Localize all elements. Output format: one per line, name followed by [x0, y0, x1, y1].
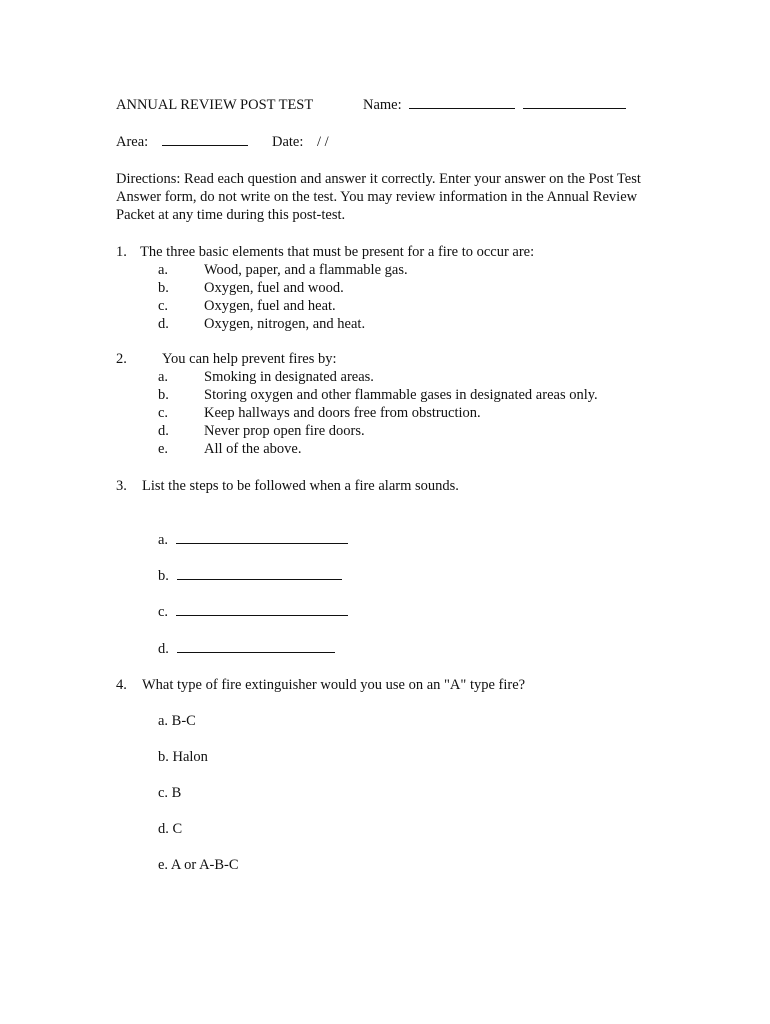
- option-text: All of the above.: [204, 441, 302, 457]
- answer-blank-row[interactable]: [158, 603, 348, 621]
- option-letter: e.: [158, 441, 169, 457]
- option-letter: b.: [158, 280, 169, 296]
- question-text: List the steps to be followed when a fire alarm sounds.: [142, 478, 459, 494]
- answer-blank-row[interactable]: [158, 640, 335, 658]
- name-label: Name:: [363, 97, 402, 113]
- directions-line-2: Answer form, do not write on the test. You may review information in the Annual Review: [116, 189, 638, 205]
- option-text: Oxygen, nitrogen, and heat.: [204, 316, 366, 332]
- page-title: ANNUAL REVIEW POST TEST: [116, 97, 314, 113]
- blank-letter: b.: [158, 568, 169, 584]
- area-field[interactable]: [116, 133, 248, 151]
- name-field[interactable]: [363, 96, 626, 114]
- answer-blank[interactable]: [177, 640, 335, 653]
- date-value: / /: [317, 134, 329, 150]
- area-blank[interactable]: [162, 133, 248, 146]
- question-number: 2.: [116, 351, 127, 367]
- name-blank-1[interactable]: [409, 96, 515, 109]
- option-letter: d.: [158, 423, 169, 439]
- option-letter: c.: [158, 298, 169, 314]
- name-blank-2[interactable]: [523, 96, 626, 109]
- date-field: [272, 133, 329, 151]
- question-text: The three basic elements that must be present for a fire to occur are:: [140, 244, 535, 260]
- question-number: 4.: [116, 677, 127, 693]
- blank-letter: d.: [158, 641, 169, 657]
- option-text: Smoking in designated areas.: [204, 369, 374, 385]
- option-letter: a.: [158, 369, 169, 385]
- option-text: Oxygen, fuel and heat.: [204, 298, 336, 314]
- blank-letter: a.: [158, 532, 169, 548]
- option-text: e. A or A-B-C: [158, 857, 239, 873]
- option-text: Never prop open fire doors.: [204, 423, 365, 439]
- answer-blank[interactable]: [177, 567, 342, 580]
- option-letter: d.: [158, 316, 169, 332]
- option-letter: c.: [158, 405, 169, 421]
- option-text: d. C: [158, 821, 183, 837]
- answer-blank-row[interactable]: [158, 531, 348, 549]
- question-text: What type of fire extinguisher would you use on an "A" type fire?: [142, 677, 526, 693]
- option-letter: b.: [158, 387, 169, 403]
- option-text: c. B: [158, 785, 182, 801]
- question-number: 1.: [116, 244, 127, 260]
- answer-blank[interactable]: [176, 603, 348, 616]
- option-text: Keep hallways and doors free from obstruction.: [204, 405, 481, 421]
- answer-blank[interactable]: [176, 531, 348, 544]
- date-label: Date:: [272, 134, 304, 150]
- option-text: b. Halon: [158, 749, 208, 765]
- option-text: a. B-C: [158, 713, 196, 729]
- answer-blank-row[interactable]: [158, 567, 342, 585]
- directions-line-3: Packet at any time during this post-test.: [116, 207, 346, 223]
- option-text: Storing oxygen and other flammable gases in designated areas only.: [204, 387, 598, 403]
- area-label: Area:: [116, 134, 149, 150]
- option-letter: a.: [158, 262, 169, 278]
- blank-letter: c.: [158, 604, 169, 620]
- question-text: You can help prevent fires by:: [162, 351, 337, 367]
- option-text: Wood, paper, and a flammable gas.: [204, 262, 408, 278]
- question-number: 3.: [116, 478, 127, 494]
- option-text: Oxygen, fuel and wood.: [204, 280, 344, 296]
- directions-line-1: Directions: Read each question and answer it correctly. Enter your answer on the Post Test: [116, 171, 641, 187]
